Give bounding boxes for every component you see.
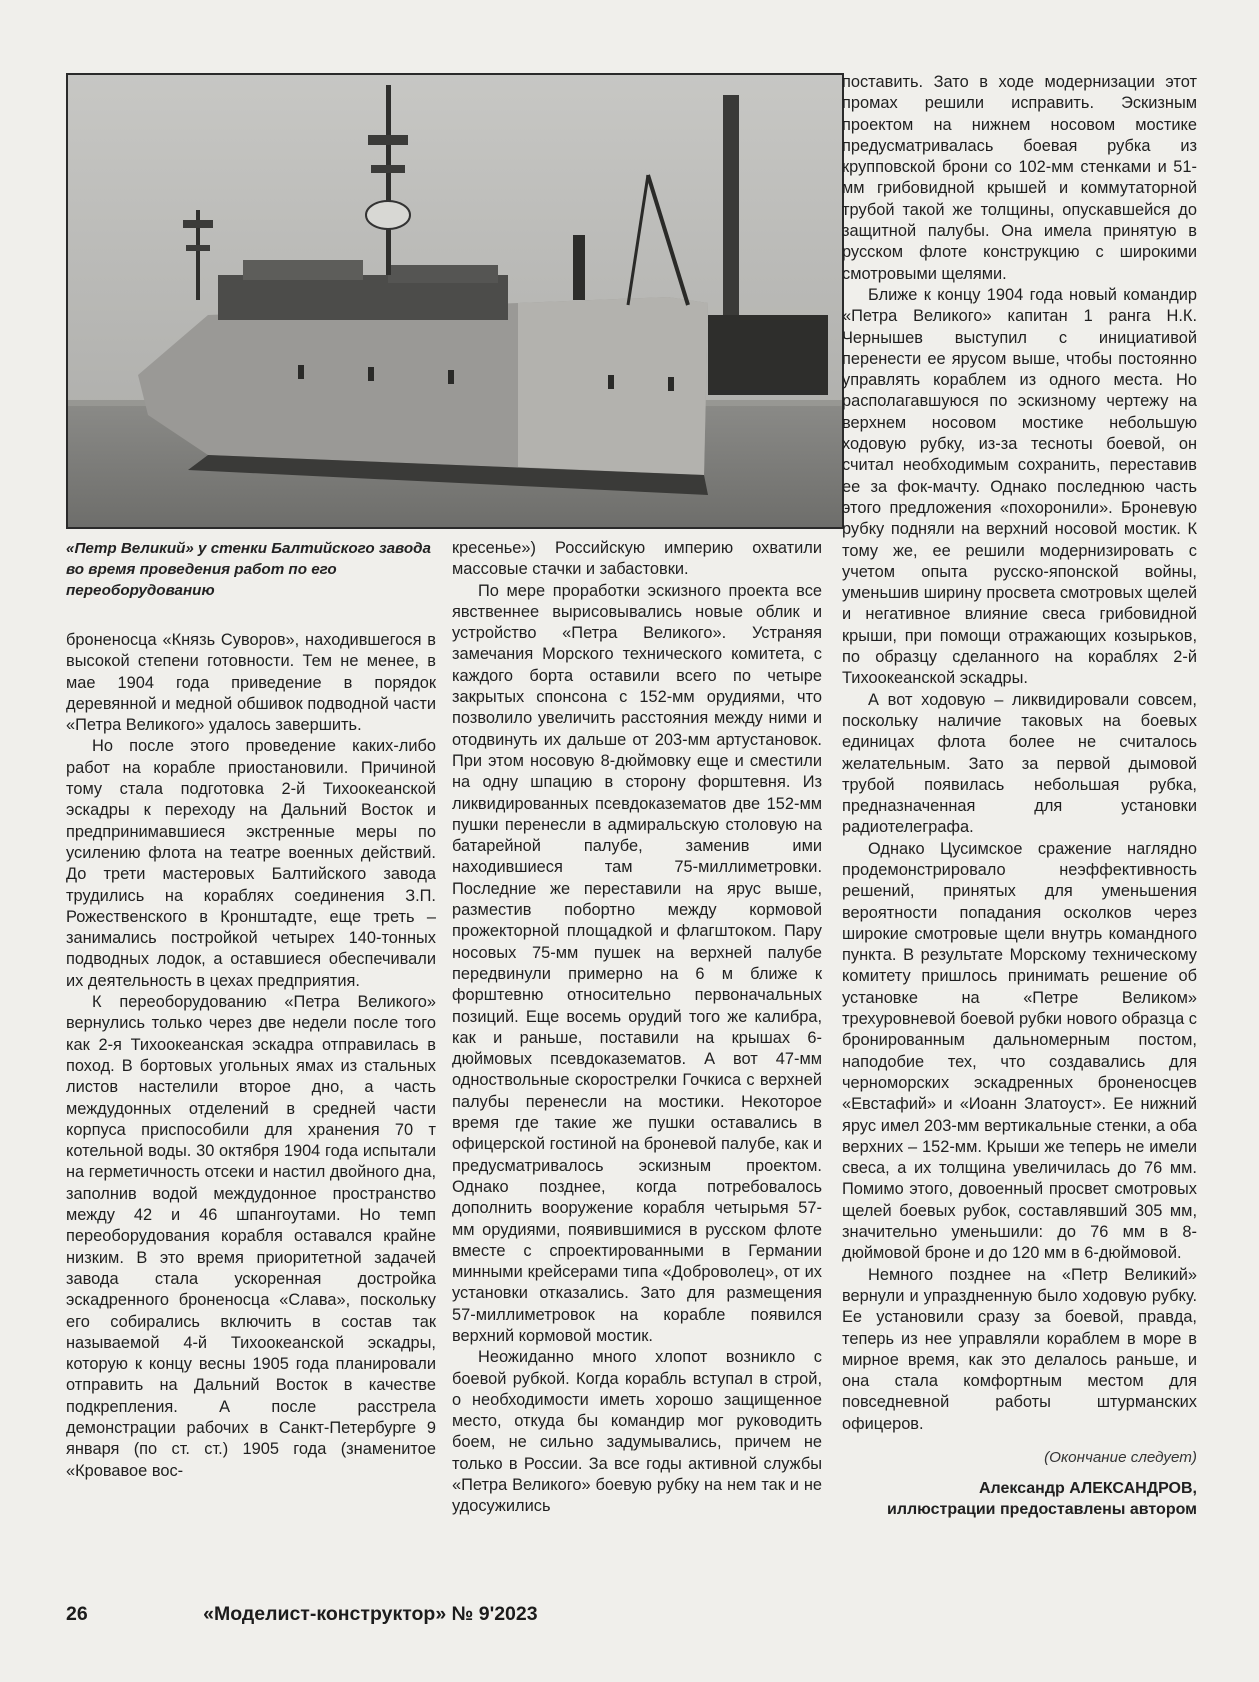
author-name: Александр АЛЕКСАНДРОВ, [978, 1480, 1197, 1498]
paragraph: Неожиданно много хлопот возникло с боевой рубкой. Когда корабль вступал в строй, о необходимости иметь хорошо защищенное место, откуда бы командир мог руководить боем, не сильно задумывались, причем не только в России. За все годы активной службы «Петра Великого» боевую рубку на нем так и не удосужились [452, 1348, 822, 1516]
continuation-note: (Окончание следует) [1044, 1449, 1197, 1466]
column-1 [66, 630, 436, 1482]
paragraph: К переоборудованию «Петра Великого» вернулись только через две недели после того как 2-я Тихоокеанская эскадра отправилась в поход. В бортовых угольных ямах из стальных листов настелили второе дно, а часть междудонных отделений в средней части корпуса приспособили для хранения 70 т котельной воды. 30 октября 1904 года испытали на герметичность отсеки и настил двойного дна, заполнив водой междудонное пространство между 42 и 46 шпангоутами. Но темп переоборудования корабля оставался крайне низким. В это время приоритетной задачей завода стала ускоренная достройка эскадренного броненосца «Слава», поскольку его собирались включить в состав так называемой 4-й Тихоокеанской эскадры, которую к концу весны 1905 года планировали отправить на Дальний Восток в качестве подкрепления. А после расстрела демонстрации рабочих в Санкт-Петербурге 9 января (по ст. ст.) 1905 года (знаменитое «Кровавое вос- [66, 993, 436, 1480]
column-3 [842, 72, 1197, 1520]
ship-illustration [68, 75, 842, 527]
paragraph: Но после этого проведение каких-либо работ на корабле приостановили. Причиной тому стала подготовка 2-й Тихоокеанской эскадры к переходу на Дальний Восток и предпринимавшиеся экстренные меры по усилению флота на театре военных действий. До трети мастеровых Балтийского завода трудились на кораблях соединения З.П. Рожественского в Кронштадте, еще треть – занимались постройкой четырех 140-тонных подводных лодок, а оставшиеся обеспечивали их деятельность в цехах предприятия. [66, 737, 436, 990]
paragraph: поставить. Зато в ходе модернизации этот промах решили исправить. Эскизным проектом на нижнем носовом мостике предусматривалась боевая рубка из крупповской брони со 102-мм стенками и 51-мм грибовидной крышей и коммутаторной трубой такой же толщины, опускавшейся до защитной палубы. Она имела принятую в русском флоте конструкцию с широкими смотровыми щелями. [842, 73, 1197, 283]
paragraph: броненосца «Князь Суворов», находившегося в высокой степени готовности. Тем не менее, в мае 1904 года приведение в порядок деревянной и медной обшивок подводной части «Петра Великого» удалось завершить. [66, 631, 436, 735]
author-credit: иллюстрации предоставлены автором [886, 1501, 1197, 1519]
paragraph: А вот ходовую – ликвидировали совсем, поскольку наличие таковых на боевых единицах флота более не считалось желательным. Зато за первой дымовой трубой появилась небольшая рубка, предназначенная для установки радиотелеграфа. [842, 690, 1197, 837]
paragraph: Однако Цусимское сражение наглядно продемонстрировало неэффективность решений, принятых для уменьшения вероятности попадания осколков через широкие смотровые щели внутрь командного пункта. В результате Морскому техническому комитету пришлось принимать решение об установке на «Петре Великом» трехуровневой боевой рубки нового образца с бронированным дальномерным постом, наподобие тех, что создавались для черноморских эскадренных броненосцев «Евстафий» и «Иоанн Златоуст». Ее нижний ярус имел 203-мм вертикальные стенки, а оба верхних – 152-мм. Крыши же теперь не имели свеса, а их толщина увеличилась до 76 мм. Помимо этого, довоенный просвет смотровых щелей боевых рубок, составлявший 305 мм, значительно уменьшили: до 76 мм в 8-дюймовой броне и до 120 мм в 6-дюймовой. [842, 839, 1197, 1263]
page-number: 26 [66, 1603, 88, 1625]
page-footer [66, 1603, 538, 1626]
paragraph: Ближе к концу 1904 года новый командир «Петра Великого» капитан 1 ранга Н.К. Чернышев выступил с инициативой перенести ее ярусом выше, чтобы постоянно управлять кораблем из одного места. Но располагавшуюся по эскизному чертежу на верхнем носовом мостике небольшую ходовую рубку, из-за тесноты боевой, он считал необходимым сохранить, переставив ее за фок-мачту. Однако последнюю часть этого предложения «похоронили». Броневую рубку подняли на верхний носовой мостик. К тому же, ее решили модернизировать с учетом опыта русско-японской войны, уменьшив ширину просвета смотровых щелей и негативное влияние свеса грибовидной крыши, при помощи отражающих козырьков, по образцу сделанного на кораблях 2-й Тихоокеанской эскадры. [842, 285, 1197, 688]
column-2 [452, 538, 822, 1518]
paragraph: Немного позднее на «Петр Великий» вернули и упраздненную было ходовую рубку. Ее установили сразу за боевой, правда, теперь из нее управляли кораблем в море в мирное время, как это делалось раньше, и она стала комфортным местом для повседневной работы штурманских офицеров. [842, 1265, 1197, 1433]
author-block [842, 1478, 1197, 1520]
photo-caption: «Петр Великий» у стенки Балтийского завода во время проведения работ по его переоборудованию [66, 540, 431, 599]
paragraph: По мере проработки эскизного проекта все явственнее вырисовывались новые облик и устройство «Петра Великого». Устраняя замечания Морского технического комитета, с каждого борта оставили всего по четыре закрытых спонсона с 152-мм орудиями, что позволило увеличить расстояния между ними и отодвинуть их дальше от 203-мм артустановок. При этом носовую 8-дюймовку еще и сместили на одну шпацию в сторону форштевня. Из ликвидированных псевдоказематов две 152-мм пушки перенесли в адмиральскую столовую на батарейной палубе, заменив ими находившиеся там 75-миллиметровки. Последние же переставили на ярус выше, разместив побортно между кормовой прожекторной площадкой и флагштоком. Пару носовых 75-мм пушек на верхней палубе передвинули примерно на 6 м ближе к форштевню относительно первоначальных позиций. Еще восемь орудий того же калибра, как и раньше, поставили на крышах 6-дюймовых псевдоказематов. А вот 47-мм одноствольные скорострелки Гочкиса с верхней палубы перенесли на мостики. Некоторое время где такие же пушки оставались в офицерской гостиной на броневой палубе, как и предусматривалось эскизным проектом. Однако позднее, когда потребовалось дополнить вооружение корабля четырьмя 57-мм орудиями, появившимися в русском флоте вместе с спроектированными в Германии минными крейсерами типа «Доброволец», от их установки отказались. Зато для размещения 57-миллиметровок на корабле появился верхний кормовой мостик. [452, 581, 822, 1345]
paragraph: кресенье») Российскую империю охватили массовые стачки и забастовки. [452, 539, 822, 579]
ship-photo [66, 73, 844, 529]
magazine-title: «Моделист-конструктор» № 9'2023 [203, 1603, 538, 1625]
